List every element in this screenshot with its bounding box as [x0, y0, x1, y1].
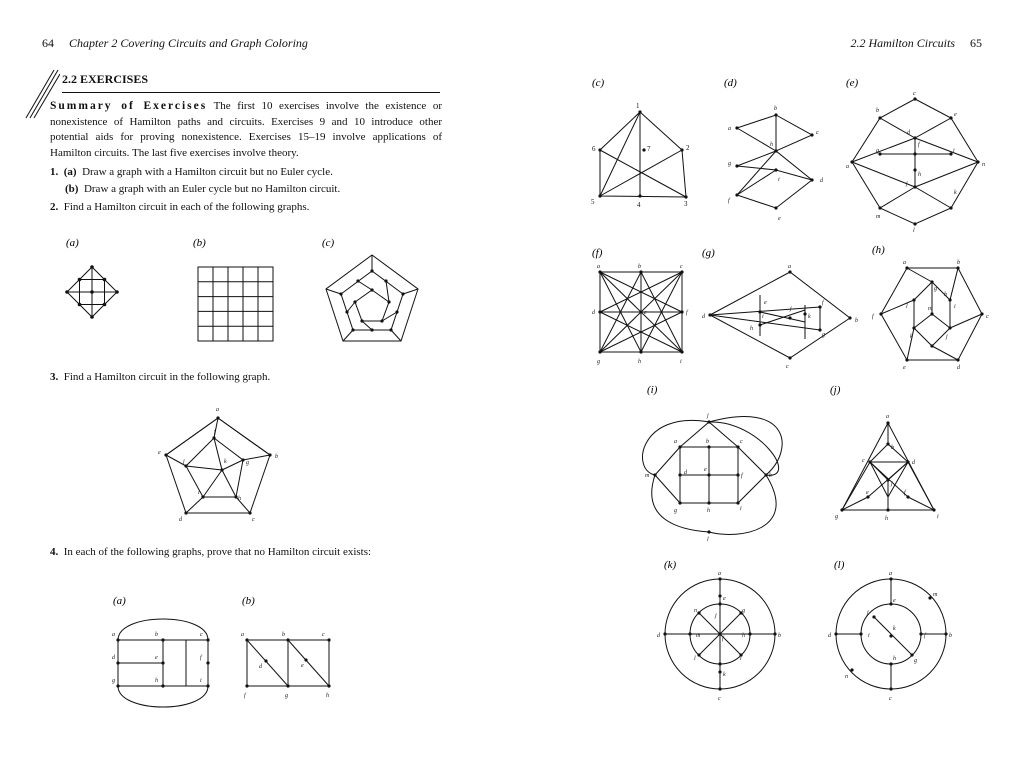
svg-text:e: e — [893, 598, 896, 604]
svg-text:b: b — [155, 632, 158, 638]
svg-text:j: j — [946, 334, 948, 340]
svg-text:b: b — [778, 633, 781, 639]
svg-text:i: i — [740, 506, 742, 512]
svg-text:e: e — [704, 467, 707, 473]
svg-text:d: d — [957, 365, 960, 371]
svg-text:c: c — [862, 458, 865, 464]
exercise-2: 2. Find a Hamilton circuit in each of the following graphs. — [50, 201, 310, 213]
svg-text:b: b — [706, 439, 709, 445]
svg-text:m: m — [928, 306, 933, 312]
ex3-vertex-labels — [158, 407, 278, 523]
svg-text:b: b — [638, 264, 641, 270]
exercise-4: 4. In each of the following graphs, prove that no Hamilton circuit exists: — [50, 546, 372, 558]
left-page-number: 64 — [42, 36, 54, 50]
svg-text:f: f — [214, 429, 216, 435]
svg-text:i: i — [740, 656, 742, 662]
svg-text:b: b — [855, 318, 858, 324]
svg-text:d: d — [259, 664, 262, 670]
svg-text:d: d — [828, 633, 831, 639]
svg-text:d: d — [657, 633, 660, 639]
svg-text:k: k — [808, 314, 811, 320]
graph-2a — [65, 265, 119, 319]
svg-text:b: b — [891, 445, 894, 451]
svg-text:6: 6 — [592, 145, 596, 153]
svg-text:g: g — [246, 460, 249, 466]
svg-text:f: f — [822, 300, 824, 306]
svg-text:e: e — [778, 216, 781, 222]
fig-4a-label: (a) — [113, 595, 126, 607]
svg-text:g: g — [876, 148, 879, 154]
svg-text:a: a — [674, 439, 677, 445]
graph-d — [735, 113, 813, 209]
svg-text:f: f — [741, 473, 743, 479]
svg-text:h: h — [326, 693, 329, 699]
svg-text:n: n — [982, 162, 985, 168]
svg-text:a: a — [241, 632, 244, 638]
svg-text:4: 4 — [637, 201, 641, 209]
fig-c-label: (c) — [592, 77, 605, 89]
svg-text:e: e — [764, 300, 767, 306]
svg-text:k: k — [723, 672, 726, 678]
svg-text:i: i — [868, 633, 870, 639]
exercise-3: 3. Find a Hamilton circuit in the following graph. — [50, 371, 271, 383]
svg-text:h: h — [770, 142, 773, 148]
exercise-1b-text: Draw a graph with an Euler cycle but no Hamilton circuit. — [83, 182, 341, 195]
svg-text:g: g — [742, 608, 745, 614]
svg-text:e: e — [155, 655, 158, 661]
svg-text:d: d — [179, 517, 182, 523]
svg-text:k: k — [224, 459, 227, 465]
svg-text:n: n — [845, 674, 848, 680]
graph-f — [598, 270, 683, 353]
svg-text:g: g — [597, 359, 600, 365]
svg-text:h: h — [944, 292, 947, 298]
svg-text:b: b — [275, 454, 278, 460]
svg-text:1: 1 — [636, 102, 640, 110]
svg-text:f: f — [200, 655, 202, 661]
svg-text:e: e — [301, 663, 304, 669]
graph-2b-grid — [198, 267, 273, 341]
svg-text:n: n — [694, 608, 697, 614]
svg-text:a: a — [597, 264, 600, 270]
svg-text:5: 5 — [591, 198, 595, 206]
svg-text:c: c — [718, 696, 721, 702]
svg-text:d: d — [702, 314, 705, 320]
svg-text:a: a — [112, 632, 115, 638]
fig-i-label: (i) — [647, 384, 658, 396]
svg-text:l: l — [694, 656, 696, 662]
svg-text:g: g — [934, 286, 937, 292]
fig-2b-label: (b) — [193, 237, 206, 249]
svg-text:j: j — [715, 613, 717, 619]
svg-text:a: a — [788, 264, 791, 270]
fig-4b-label: (b) — [242, 595, 255, 607]
svg-text:c: c — [986, 314, 989, 320]
svg-text:e: e — [723, 596, 726, 602]
graph-k — [663, 577, 776, 690]
graph-l — [834, 577, 947, 690]
svg-text:k: k — [910, 334, 913, 340]
svg-text:d: d — [112, 655, 115, 661]
svg-text:g: g — [822, 332, 825, 338]
svg-text:g: g — [835, 514, 838, 520]
fig-2c-label: (c) — [322, 237, 335, 249]
fig-2a-label: (a) — [66, 237, 79, 249]
svg-text:l: l — [707, 537, 709, 543]
svg-text:2: 2 — [686, 144, 690, 152]
svg-text:7: 7 — [647, 145, 651, 153]
svg-text:m: m — [645, 473, 650, 479]
right-page-number: 65 — [970, 36, 982, 50]
svg-text:j: j — [790, 306, 792, 312]
svg-text:h: h — [638, 359, 641, 365]
svg-text:k: k — [893, 626, 896, 632]
svg-text:h: h — [918, 172, 921, 178]
graph-h — [879, 266, 983, 361]
svg-text:f: f — [924, 633, 926, 639]
exercise-2-text: Find a Hamilton circuit in each of the following graphs. — [63, 201, 310, 213]
svg-text:a: a — [903, 260, 906, 266]
svg-text:b: b — [876, 108, 879, 114]
svg-text:d: d — [820, 178, 823, 184]
svg-text:h: h — [750, 326, 753, 332]
svg-text:a: a — [886, 414, 889, 420]
svg-text:c: c — [200, 632, 203, 638]
svg-text:d: d — [592, 310, 595, 316]
section-title: 2.2 EXERCISES — [62, 72, 440, 93]
graph-j — [840, 421, 935, 511]
graph-4a — [116, 619, 209, 707]
exercise-3-text: Find a Hamilton circuit in the following graph. — [63, 371, 271, 383]
fig-d-label: (d) — [724, 77, 737, 89]
svg-text:e: e — [644, 310, 647, 316]
svg-text:b: b — [949, 633, 952, 639]
svg-text:c: c — [252, 517, 255, 523]
svg-text:b: b — [774, 106, 777, 112]
svg-text:a: a — [889, 571, 892, 577]
svg-text:f: f — [722, 636, 724, 642]
svg-text:j: j — [906, 181, 908, 187]
svg-text:g: g — [914, 658, 917, 664]
svg-text:d: d — [912, 460, 915, 466]
svg-text:f: f — [872, 314, 874, 320]
exercise-4-text: In each of the following graphs, prove that no Hamilton circuit exists: — [63, 546, 372, 558]
fig-k-label: (k) — [664, 559, 677, 571]
svg-text:c: c — [740, 439, 743, 445]
chapter-title: Chapter 2 Covering Circuits and Graph Coloring — [69, 36, 308, 50]
svg-text:k: k — [954, 190, 957, 196]
svg-text:j: j — [183, 459, 185, 465]
svg-text:d: d — [684, 470, 687, 476]
svg-text:l: l — [913, 228, 915, 234]
svg-text:c: c — [913, 91, 916, 97]
summary-text: The first 10 exercises involve the existence or nonexistence of Hamilton paths and circuits. Exercises 9 and 10 introduce other potential aids for proving nonexistence. Exercises 15–19 involve applications of Hamilton circuits. The last five exercises involve theory. — [50, 100, 442, 159]
graph-c — [598, 110, 687, 198]
svg-text:h: h — [885, 516, 888, 522]
svg-text:c: c — [889, 696, 892, 702]
svg-text:a: a — [216, 407, 219, 413]
svg-text:b: b — [282, 632, 285, 638]
fig-e-label: (e) — [846, 77, 859, 89]
svg-text:f: f — [686, 310, 688, 316]
svg-text:g: g — [728, 161, 731, 167]
graph-2c-dodecahedron — [326, 255, 418, 341]
svg-text:m: m — [696, 633, 701, 639]
svg-text:h: h — [893, 656, 896, 662]
graph-i — [643, 417, 783, 535]
svg-text:m: m — [933, 592, 938, 598]
fig-h-label: (h) — [872, 244, 885, 256]
svg-text:e: e — [158, 450, 161, 456]
ex4b-vertex-labels — [241, 632, 329, 699]
svg-text:j: j — [867, 610, 869, 616]
svg-text:l: l — [906, 304, 908, 310]
graph-g — [708, 270, 851, 359]
svg-text:g: g — [285, 693, 288, 699]
svg-text:e: e — [954, 112, 957, 118]
svg-text:a: a — [728, 126, 731, 132]
svg-text:g: g — [674, 508, 677, 514]
graph-4b — [245, 638, 330, 687]
svg-text:a: a — [846, 164, 849, 170]
fig-g-label: (g) — [702, 247, 715, 259]
graph-ex3 — [164, 416, 271, 514]
svg-text:h: h — [742, 633, 745, 639]
section-running-title: 2.2 Hamilton Circuits — [850, 36, 955, 50]
svg-text:f: f — [918, 142, 920, 148]
svg-text:k: k — [769, 473, 772, 479]
svg-text:j: j — [891, 481, 893, 487]
right-page-header — [850, 36, 994, 51]
exercise-1a-text: Draw a graph with a Hamilton circuit but no Euler cycle. — [82, 166, 333, 178]
graph-e — [850, 97, 979, 225]
svg-text:g: g — [112, 678, 115, 684]
svg-text:f: f — [244, 693, 246, 699]
svg-text:i: i — [198, 490, 200, 496]
svg-text:i: i — [200, 678, 202, 684]
svg-text:i: i — [954, 304, 956, 310]
svg-text:c: c — [786, 364, 789, 370]
svg-text:h: h — [707, 508, 710, 514]
svg-text:e: e — [903, 365, 906, 371]
svg-text:d: d — [907, 130, 910, 136]
svg-text:h: h — [238, 496, 241, 502]
svg-text:i: i — [762, 314, 764, 320]
svg-text:c: c — [680, 264, 683, 270]
fig-f-label: (f) — [592, 247, 603, 259]
summary-lead: Summary of Exercises — [50, 100, 208, 112]
svg-text:b: b — [957, 260, 960, 266]
svg-text:3: 3 — [684, 200, 688, 208]
svg-text:f: f — [728, 198, 730, 204]
exercise-1: 1. (a) Draw a graph with a Hamilton circuit but no Euler cycle. (b) Draw a graph with an Euler cycle but no Hamilton circuit. — [50, 166, 341, 195]
svg-text:c: c — [322, 632, 325, 638]
svg-text:i: i — [778, 177, 780, 183]
svg-text:j: j — [707, 413, 709, 419]
graph-k-vertex-labels — [657, 571, 781, 702]
svg-text:i: i — [937, 514, 939, 520]
svg-text:e: e — [866, 490, 869, 496]
fig-j-label: (j) — [830, 384, 841, 396]
fig-l-label: (l) — [834, 559, 845, 571]
svg-text:m: m — [876, 214, 881, 220]
svg-text:f: f — [904, 490, 906, 496]
svg-text:a: a — [718, 571, 721, 577]
svg-text:h: h — [155, 678, 158, 684]
svg-text:c: c — [816, 130, 819, 136]
svg-text:i: i — [953, 148, 955, 154]
svg-text:i: i — [680, 359, 682, 365]
